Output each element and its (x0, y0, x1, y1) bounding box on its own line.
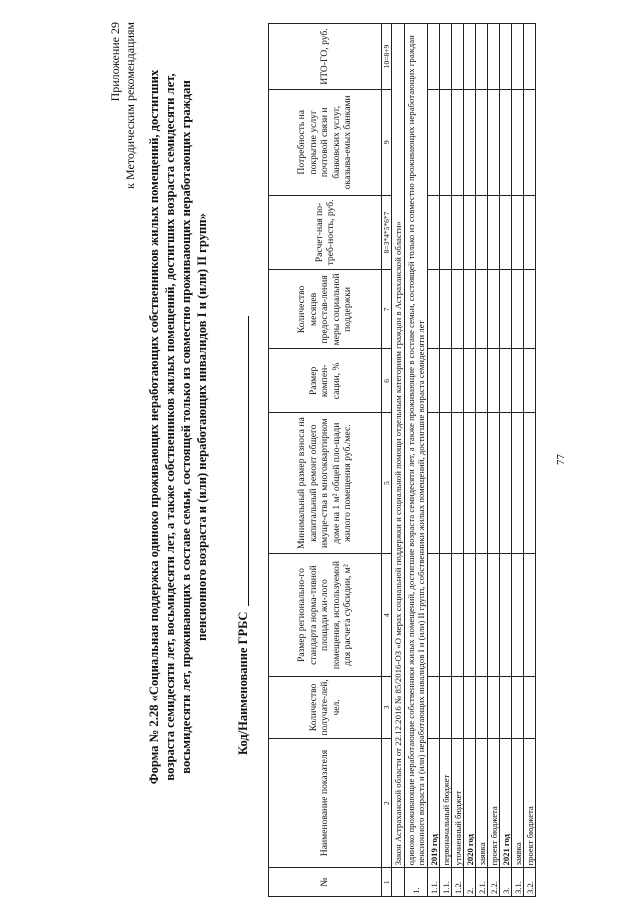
table-cell[interactable] (428, 677, 440, 739)
table-cell[interactable] (452, 24, 464, 90)
table-cell[interactable] (500, 270, 512, 349)
law-text: Закон Астраханской области от 22.12.2016 № 85/2016-ОЗ «О мерах социальной поддержки и социальной помощи отдельным категориям граждан в Астраханской области» (392, 24, 405, 868)
section-1-num: 1. (405, 868, 428, 897)
table-cell[interactable] (512, 195, 524, 270)
table-cell[interactable] (428, 553, 440, 676)
row-label: заявка (476, 738, 488, 868)
row-label: 2020 год (464, 738, 476, 868)
appendix-reference (108, 22, 138, 189)
row-number: 1.1. (428, 868, 440, 897)
table-cell[interactable] (500, 24, 512, 90)
column-header: Наименование показателя (269, 738, 382, 868)
table-cell[interactable] (464, 553, 476, 676)
column-number: 1 (382, 868, 392, 897)
row-number: 2.1. (476, 868, 488, 897)
table-cell[interactable] (500, 553, 512, 676)
table-cell[interactable] (488, 349, 500, 413)
table-cell[interactable] (428, 270, 440, 349)
table-cell[interactable] (428, 349, 440, 413)
table-cell[interactable] (476, 24, 488, 90)
table-row (512, 24, 524, 897)
table-cell[interactable] (452, 413, 464, 554)
table-cell[interactable] (428, 195, 440, 270)
table-cell[interactable] (464, 90, 476, 196)
table-row (500, 24, 512, 897)
table-cell[interactable] (488, 413, 500, 554)
table-body (382, 24, 536, 897)
grbs-underline (248, 316, 249, 606)
table-row (524, 24, 536, 897)
table-cell[interactable] (428, 413, 440, 554)
row-label: первоначальный бюджет (440, 738, 452, 868)
table-cell[interactable] (464, 270, 476, 349)
table-row (452, 24, 464, 897)
table-cell[interactable] (512, 677, 524, 739)
column-number: 3 (382, 677, 392, 739)
table-cell[interactable] (512, 24, 524, 90)
table-cell[interactable] (440, 24, 452, 90)
column-number: 8=3*4*5*6*7 (382, 195, 392, 270)
table-cell[interactable] (464, 349, 476, 413)
row-number: 3.1. (512, 868, 524, 897)
row-number: 3.2. (524, 868, 536, 897)
table-cell[interactable] (488, 195, 500, 270)
header-row (269, 24, 382, 897)
table-cell[interactable] (476, 553, 488, 676)
table-cell[interactable] (440, 553, 452, 676)
table-cell[interactable] (440, 270, 452, 349)
row-number: 1.1. (440, 868, 452, 897)
table-cell[interactable] (476, 90, 488, 196)
row-label: проект бюджета (488, 738, 500, 868)
data-table (268, 23, 536, 897)
table-cell[interactable] (428, 24, 440, 90)
table-cell[interactable] (452, 553, 464, 676)
table-cell[interactable] (452, 90, 464, 196)
column-header: Количество месяцев предостав-ления меры социальной поддержки (269, 270, 382, 349)
column-header: Размер регионально-го стандарта норма-тивной площади жи-лого помещения, используемой для расчета субсидии, м² (269, 553, 382, 676)
row-number: 1.2. (452, 868, 464, 897)
column-number: 6 (382, 349, 392, 413)
column-header: Размер компен-сации, % (269, 349, 382, 413)
table-row (464, 24, 476, 897)
table-row (428, 24, 440, 897)
table-cell[interactable] (512, 349, 524, 413)
row-label: 2021 год (500, 738, 512, 868)
table-cell[interactable] (524, 349, 536, 413)
section-1-row (405, 24, 428, 897)
section-1-text: одиноко проживающие неработающие собственники жилых помещений, достигшие возраста семидесяти лет, а также проживающие в составе семьи, состоящей только из совместно проживающих неработающих граждан пенсионного возраста и (или) неработающих инвалидов I и (или) II групп, собственники жилых помещений, достигшие возраста семидесяти лет (405, 24, 428, 868)
table-cell[interactable] (488, 677, 500, 739)
table-cell[interactable] (464, 677, 476, 739)
column-header: Минимальный размер взноса на капитальный ремонт общего имуще-ства в многоквартирном доме на 1 м² общей пло-щади жилого помещения руб./мес. (269, 413, 382, 554)
table-row (488, 24, 500, 897)
table-cell[interactable] (428, 90, 440, 196)
table-cell[interactable] (524, 553, 536, 676)
table-cell[interactable] (476, 349, 488, 413)
column-number: 7 (382, 270, 392, 349)
table-cell[interactable] (488, 24, 500, 90)
row-number: 2. (464, 868, 476, 897)
table-cell[interactable] (440, 677, 452, 739)
row-label: 2019 год (428, 738, 440, 868)
table-cell[interactable] (512, 413, 524, 554)
grbs-label: Код/Наименование ГРБС (236, 611, 250, 755)
table-cell[interactable] (512, 270, 524, 349)
appendix-line-1: Приложение 29 (108, 22, 122, 102)
table-cell[interactable] (440, 195, 452, 270)
column-header: Потребность на покрытие услуг почтовой связи и банковских услуг, оказыва-емых банками (269, 90, 382, 196)
column-number: 10=8+9 (382, 24, 392, 90)
row-label: проект бюджета (524, 738, 536, 868)
page-number: 77 (555, 454, 567, 465)
table-cell[interactable] (524, 90, 536, 196)
table-cell[interactable] (464, 24, 476, 90)
table-cell[interactable] (476, 413, 488, 554)
form-title: Форма № 2.28 «Социальная поддержка одиноко проживающих неработающих собственников жилых помещений, достигших возраста семидесяти лет, восьмидесяти лет, а также собственников жилых помещений, достигших возраста семидесяти лет, восьмидесяти лет, проживающих в составе семьи, состоящей только из совместно проживающих неработающих граждан пенсионного возраста и (или) неработающих инвалидов I и (или) II групп» (147, 69, 209, 785)
table-cell[interactable] (452, 195, 464, 270)
table-cell[interactable] (440, 413, 452, 554)
column-header: Расчет-ная по-треб-ность, руб. (269, 195, 382, 270)
column-header: Количество получате-лей, чел. (269, 677, 382, 739)
column-number: 5 (382, 413, 392, 554)
law-row-num (392, 868, 405, 897)
table-cell[interactable] (452, 349, 464, 413)
table-cell[interactable] (464, 413, 476, 554)
table-cell[interactable] (464, 195, 476, 270)
column-number: 2 (382, 738, 392, 868)
table-cell[interactable] (476, 195, 488, 270)
table-row (440, 24, 452, 897)
table-cell[interactable] (512, 553, 524, 676)
column-number: 9 (382, 90, 392, 196)
table-cell[interactable] (488, 90, 500, 196)
law-row (392, 24, 405, 897)
table-cell[interactable] (524, 677, 536, 739)
table-cell[interactable] (452, 677, 464, 739)
table-cell[interactable] (440, 349, 452, 413)
column-number-row (382, 24, 392, 897)
column-header: ИТО-ГО, руб. (269, 24, 382, 90)
column-header: № (269, 868, 382, 897)
table-cell[interactable] (452, 270, 464, 349)
row-number: 3. (500, 868, 512, 897)
table-cell[interactable] (524, 413, 536, 554)
table-row (476, 24, 488, 897)
column-number: 4 (382, 553, 392, 676)
table-cell[interactable] (440, 90, 452, 196)
table-cell[interactable] (512, 90, 524, 196)
table-cell[interactable] (476, 677, 488, 739)
table-cell[interactable] (500, 677, 512, 739)
table-cell[interactable] (500, 349, 512, 413)
table-cell[interactable] (500, 413, 512, 554)
table-cell[interactable] (476, 270, 488, 349)
table-cell[interactable] (524, 270, 536, 349)
row-label: уточненный бюджет (452, 738, 464, 868)
grbs-field (236, 316, 251, 755)
appendix-line-2: к Методическим рекомендациям (123, 22, 137, 189)
row-number: 2.2. (488, 868, 500, 897)
table-cell[interactable] (488, 270, 500, 349)
table-cell[interactable] (500, 90, 512, 196)
row-label: заявка (512, 738, 524, 868)
table-cell[interactable] (488, 553, 500, 676)
table-cell[interactable] (524, 195, 536, 270)
table-cell[interactable] (524, 24, 536, 90)
table-cell[interactable] (500, 195, 512, 270)
